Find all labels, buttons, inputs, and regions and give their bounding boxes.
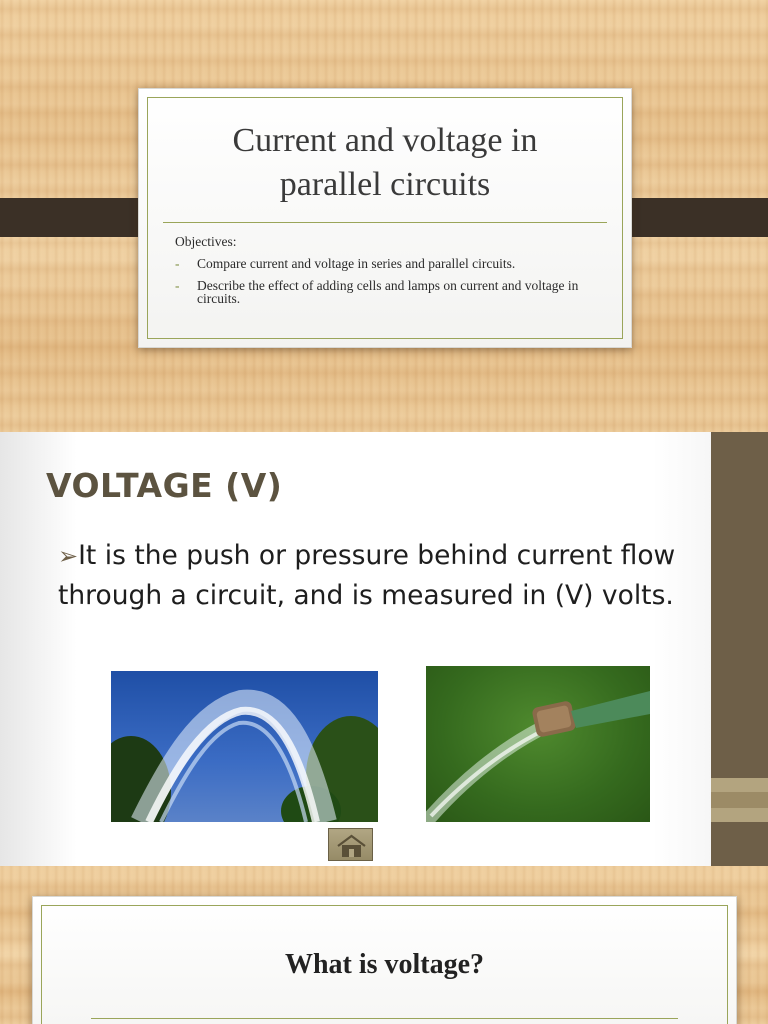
objectives-list xyxy=(175,257,595,314)
home-icon xyxy=(329,829,374,862)
title-line-1: Current and voltage in xyxy=(232,122,538,159)
objective-item: - Describe the effect of adding cells and lamps on current and voltage in circuits. xyxy=(175,278,579,306)
voltage-heading: VOLTAGE (V) xyxy=(46,466,283,505)
title-divider xyxy=(163,222,607,223)
garden-hose-photo xyxy=(426,666,650,822)
title-card xyxy=(138,88,632,348)
sidebar-stripe-dark xyxy=(711,792,768,808)
decorative-band-left xyxy=(0,198,156,237)
slide-voltage xyxy=(0,432,768,866)
decorative-band-right xyxy=(614,198,768,237)
slide-title-text xyxy=(139,119,631,207)
slide-title xyxy=(0,0,768,432)
slide-question xyxy=(0,866,768,1024)
voltage-definition xyxy=(58,536,698,616)
question-heading: What is voltage? xyxy=(284,949,485,980)
title-line-2: parallel circuits xyxy=(279,166,491,203)
question-divider xyxy=(91,1018,678,1019)
objective-item: - Compare current and voltage in series and parallel circuits. xyxy=(175,256,516,271)
water-fountain-photo xyxy=(111,671,378,822)
arrow-bullet-icon: ➢ xyxy=(58,542,79,570)
dash-marker: - xyxy=(175,278,180,293)
home-button[interactable] xyxy=(328,828,373,861)
objectives-label: Objectives: xyxy=(175,234,237,249)
definition-text: It is the push or pressure behind current flow through a circuit, and is measured in (V) volts. xyxy=(58,540,676,611)
slide-sidebar xyxy=(711,432,768,866)
dash-marker: - xyxy=(175,256,180,271)
question-card xyxy=(32,896,737,1024)
